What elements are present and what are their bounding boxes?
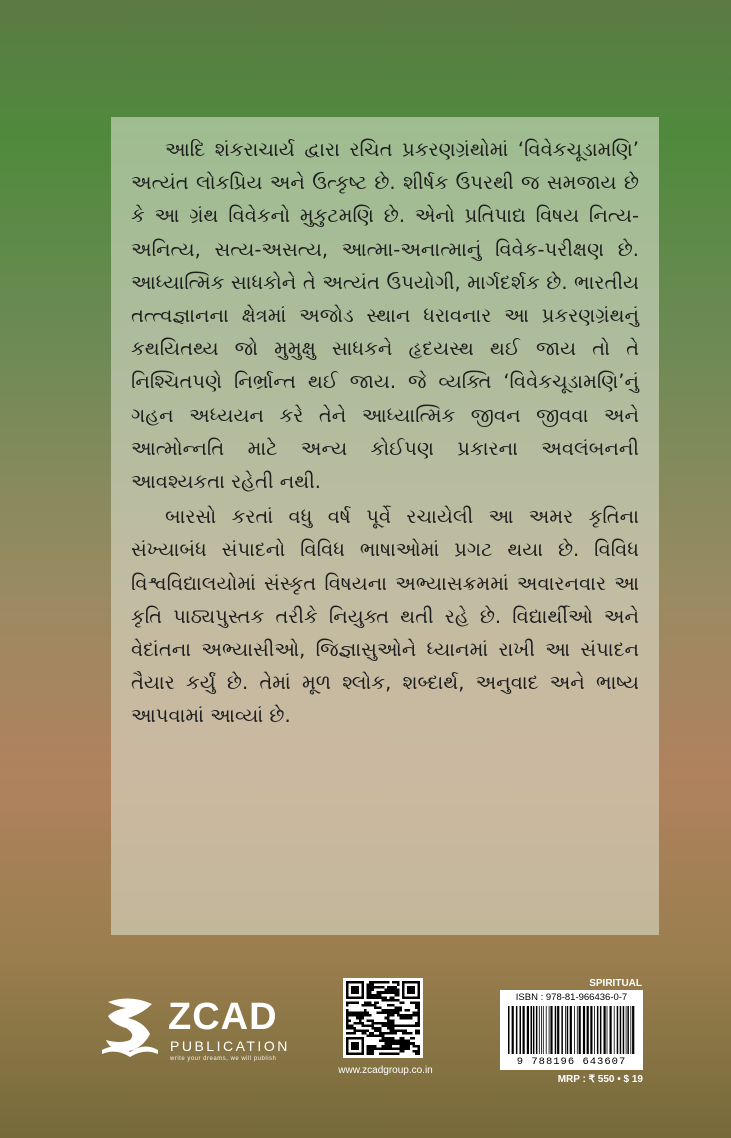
barcode-icon xyxy=(506,1006,637,1054)
description-panel xyxy=(111,117,659,935)
publisher-name: ZCAD xyxy=(168,996,278,1038)
book-category: SPIRITUAL xyxy=(589,978,642,989)
barcode-digits: 9 788196 643607 xyxy=(516,1056,627,1068)
qr-code-icon xyxy=(346,981,420,1055)
publisher-logo xyxy=(96,992,296,1064)
qr-code[interactable] xyxy=(343,978,423,1058)
description-paragraph-2: બારસો કરતાં વધુ વર્ષ પૂર્વે રચાયેલી આ અમર કૃતિના સંખ્યાબંધ સંપાદનો વિવિધ ભાષાઓમાં પ્રગટ થયા છે. વિવિધ વિશ્વવિદ્યાલયોમાં સંસ્કૃત વિષયના અભ્યાસક્રમમાં અવારનવાર આ કૃતિ પાઠ્યપુસ્તક તરીકે નિયુક્ત થતી રહે છે. વિદ્યાર્થીઓ અને વેદાંતના અભ્યાસીઓ, જિજ્ઞાસુઓને ધ્યાનમાં રાખી આ સંપાદન તૈયાર કર્યું છે. તેમાં મૂળ શ્લોક, શબ્દાર્થ, અનુવાદ અને ભાષ્ય આપવામાં આવ્યાં છે. xyxy=(131,505,639,728)
isbn-label: ISBN : 978-81-966436-0-7 xyxy=(515,992,628,1003)
publisher-tagline: write your dreams, we will publish xyxy=(170,1056,277,1062)
back-cover-footer xyxy=(0,960,731,1138)
isbn-barcode xyxy=(500,990,643,1070)
publisher-website[interactable]: www.zcadgroup.co.in xyxy=(338,1065,433,1076)
description-paragraph-1: આદિ શંકરાચાર્ય દ્વારા રચિત પ્રકરણગ્રંથોમાં ‘વિવેકચૂડામણિ’ અત્યંત લોકપ્રિય અને ઉત્કૃષ્ટ છે. શીર્ષક ઉપરથી જ સમજાય છે કે આ ગ્રંથ વિવેકનો મુકુટમણિ છે. એનો પ્રતિપાદ્ય વિષય નિત્ય-અનિત્ય, સત્ય-અસત્ય, આત્મા-અનાત્માનું વિવેક-પરીક્ષણ છે. આધ્યાત્મિક સાધકોને તે અત્યંત ઉપયોગી, માર્ગદર્શક છે. ભારતીય તત્ત્વજ્ઞાનના ક્ષેત્રમાં અજોડ સ્થાન ધરાવનાર આ પ્રકરણગ્રંથનું કથયિતથ્ય જો મુમુક્ષુ સાધકને હૃદયસ્થ થઈ જાય તો તે નિશ્ચિતપણે નિર્ભ્રાન્ત થઈ જાય. જે વ્યક્તિ ‘વિવેકચૂડામણિ’નું ગહન અધ્યયન કરે તેને આધ્યાત્મિક જીવન જીવવા અને આત્મોન્નતિ માટે અન્ય કોઈપણ પ્રકારના અવલંબનની આવશ્યકતા રહેતી નથી. xyxy=(131,138,639,494)
publisher-emblem-icon xyxy=(96,992,164,1060)
book-price: MRP : ₹ 550 • $ 19 xyxy=(557,1074,643,1085)
publisher-subtitle: PUBLICATION xyxy=(170,1038,290,1054)
